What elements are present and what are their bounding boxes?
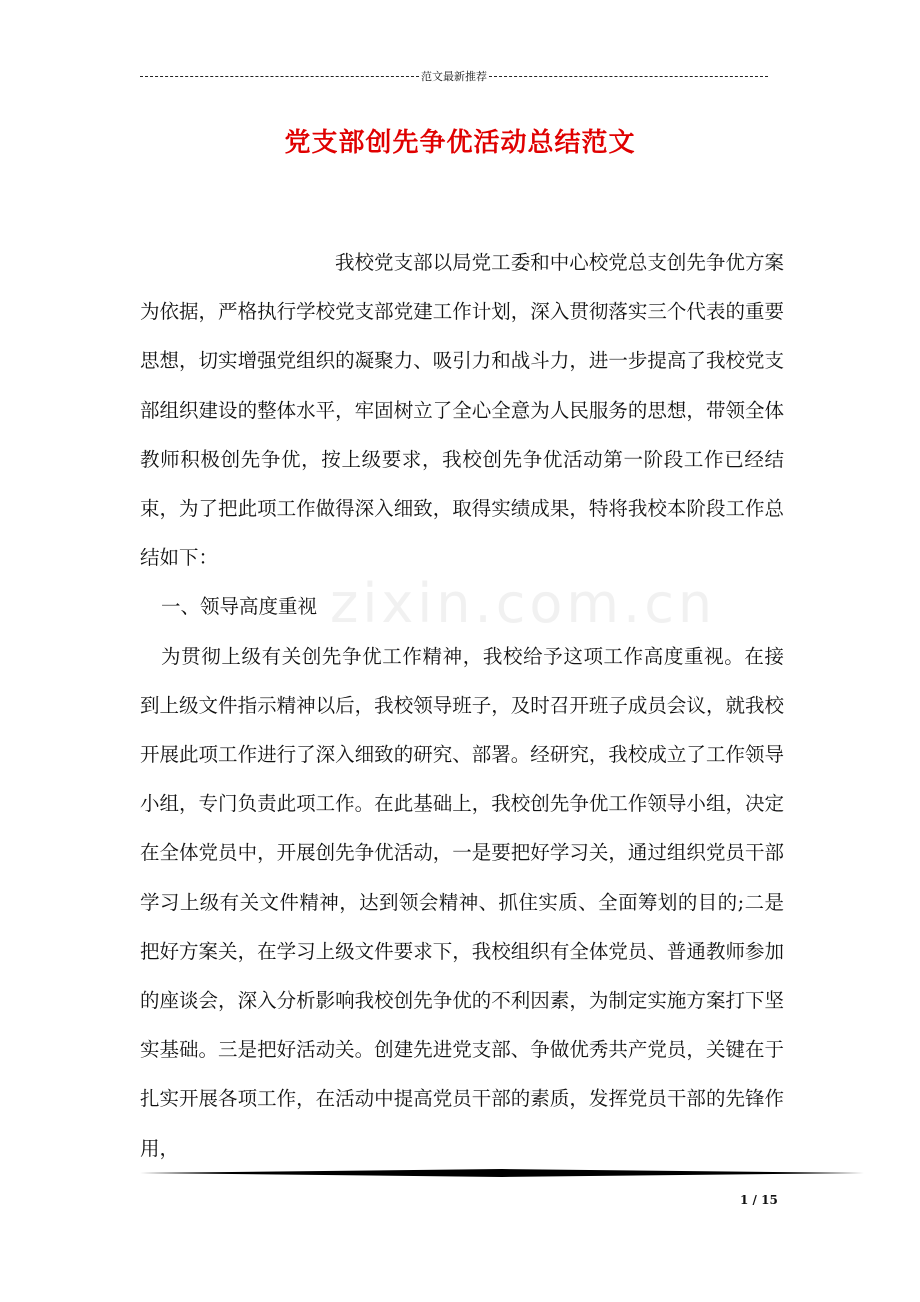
watermark-text: zixin.com.cn xyxy=(330,572,717,635)
header-dash-right xyxy=(489,76,768,77)
header-label: 范文最新推荐 xyxy=(421,70,487,83)
section-heading: 一、领导高度重视 xyxy=(161,595,318,619)
document-body xyxy=(140,238,784,1173)
page-header xyxy=(140,68,768,84)
paragraph-intro: 我校党支部以局党工委和中心校党总支创先争优方案为依据，严格执行学校党支部党建工作计划，深入贯彻落实三个代表的重要思想，切实增强党组织的凝聚力、吸引力和战斗力，进一步提高了我校党支部组织建设的整体水平，牢固树立了全心全意为人民服务的思想，带领全体教师积极创先争优，按上级要求，我校创先争优活动第一阶段工作已经结束，为了把此项工作做得深入细致，取得实绩成果，特将我校本阶段工作总结如下： xyxy=(140,251,784,570)
paragraph-section-1: 为贯彻上级有关创先争优工作精神，我校给予这项工作高度重视。在接到上级文件指示精神以后，我校领导班子，及时召开班子成员会议，就我校开展此项工作进行了深入细致的研究、部署。经研究，我校成立了工作领导小组，专门负责此项工作。在此基础上，我校创先争优工作领导小组，决定在全体党员中，开展创先争优活动，一是要把好学习关，通过组织党员干部学习上级有关文件精神，达到领会精神、抓住实质、全面筹划的目的;二是把好方案关，在学习上级文件要求下，我校组织有全体党员、普通教师参加的座谈会，深入分析影响我校创先争优的不利因素，为制定实施方案打下坚实基础。三是把好活动关。创建先进党支部、争做优秀共产党员，关键在于扎实开展各项工作，在活动中提高党员干部的素质，发挥党员干部的先锋作用， xyxy=(140,644,784,1160)
footer-rule xyxy=(140,1168,864,1178)
document-title: 党支部创先争优活动总结范文 xyxy=(284,128,636,158)
header-dash-left xyxy=(140,76,419,77)
page-number: 1 / 15 xyxy=(740,1193,778,1207)
